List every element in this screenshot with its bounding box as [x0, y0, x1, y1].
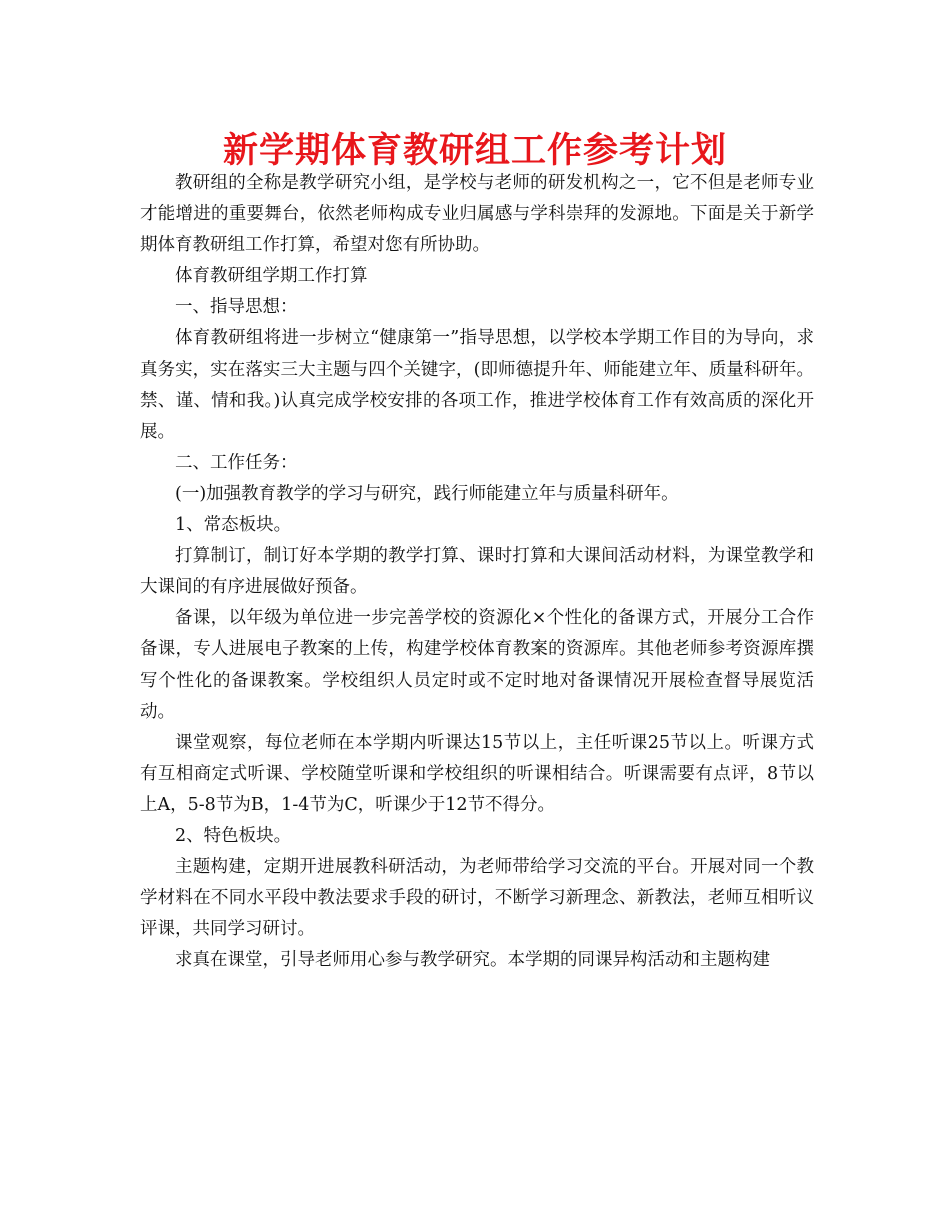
paragraph-truth-in-class: 求真在课堂，引导老师用心参与教学研究。本学期的同课异构活动和主题构建: [175, 950, 770, 971]
document-title: 新学期体育教研组工作参考计划: [222, 131, 727, 171]
document-body: [140, 168, 814, 976]
paragraph-guiding-ideology: 体育教研组将进一步树立“健康第一”指导思想，以学校本学期工作目的为导向，求真务实，实在落实三大主题与四个关键字，(即师德提升年、师能建立年、质量科研年。禁、谨、情和我。)认真完成学校安排的各项工作，推进学校体育工作有效高质的深化开展。: [140, 328, 814, 442]
paragraph-theme-building: 主题构建，定期开进展教科研活动，为老师带给学习交流的平台。开展对同一个教学材料在不同水平段中教法要求手段的研讨，不断学习新理念、新教法，老师互相听议评课，共同学习研讨。: [140, 857, 814, 940]
heading-guiding-ideology: 一、指导思想：: [175, 297, 298, 318]
paragraph-intro: 教研组的全称是教学研究小组，是学校与老师的研发机构之一，它不但是老师专业才能增进的重要舞台，依然老师构成专业归属感与学科崇拜的发源地。下面是关于新学期体育教研组工作打算，希望对您有所协助。: [140, 173, 814, 256]
paragraph-lesson-prep: 备课，以年级为单位进一步完善学校的资源化×个性化的备课方式，开展分工合作备课，专人进展电子教案的上传，构建学校体育教案的资源库。其他老师参考资源库撰写个性化的备课教案。学校组织人员定时或不定时地对备课情况开展检查督导展览活动。: [140, 608, 814, 722]
heading-work-tasks: 二、工作任务：: [175, 452, 298, 473]
heading-feature-section: 2、特色板块。: [175, 825, 292, 846]
paragraph-plan-making: 打算制订，制订好本学期的教学打算、课时打算和大课间活动材料，为课堂教学和大课间的有序进展做好预备。: [140, 546, 814, 598]
paragraph-subtitle: 体育教研组学期工作打算: [175, 266, 368, 287]
heading-routine-section: 1、常态板块。: [175, 515, 292, 536]
paragraph-class-observation: 课堂观察，每位老师在本学期内听课达15节以上，主任听课25节以上。听课方式有互相商定式听课、学校随堂听课和学校组织的听课相结合。听课需要有点评，8节以上A，5-8节为B，1-4节为C，听课少于12节不得分。: [140, 732, 814, 815]
heading-task-one: (一)加强教育教学的学习与研究，践行师能建立年与质量科研年。: [175, 483, 679, 504]
